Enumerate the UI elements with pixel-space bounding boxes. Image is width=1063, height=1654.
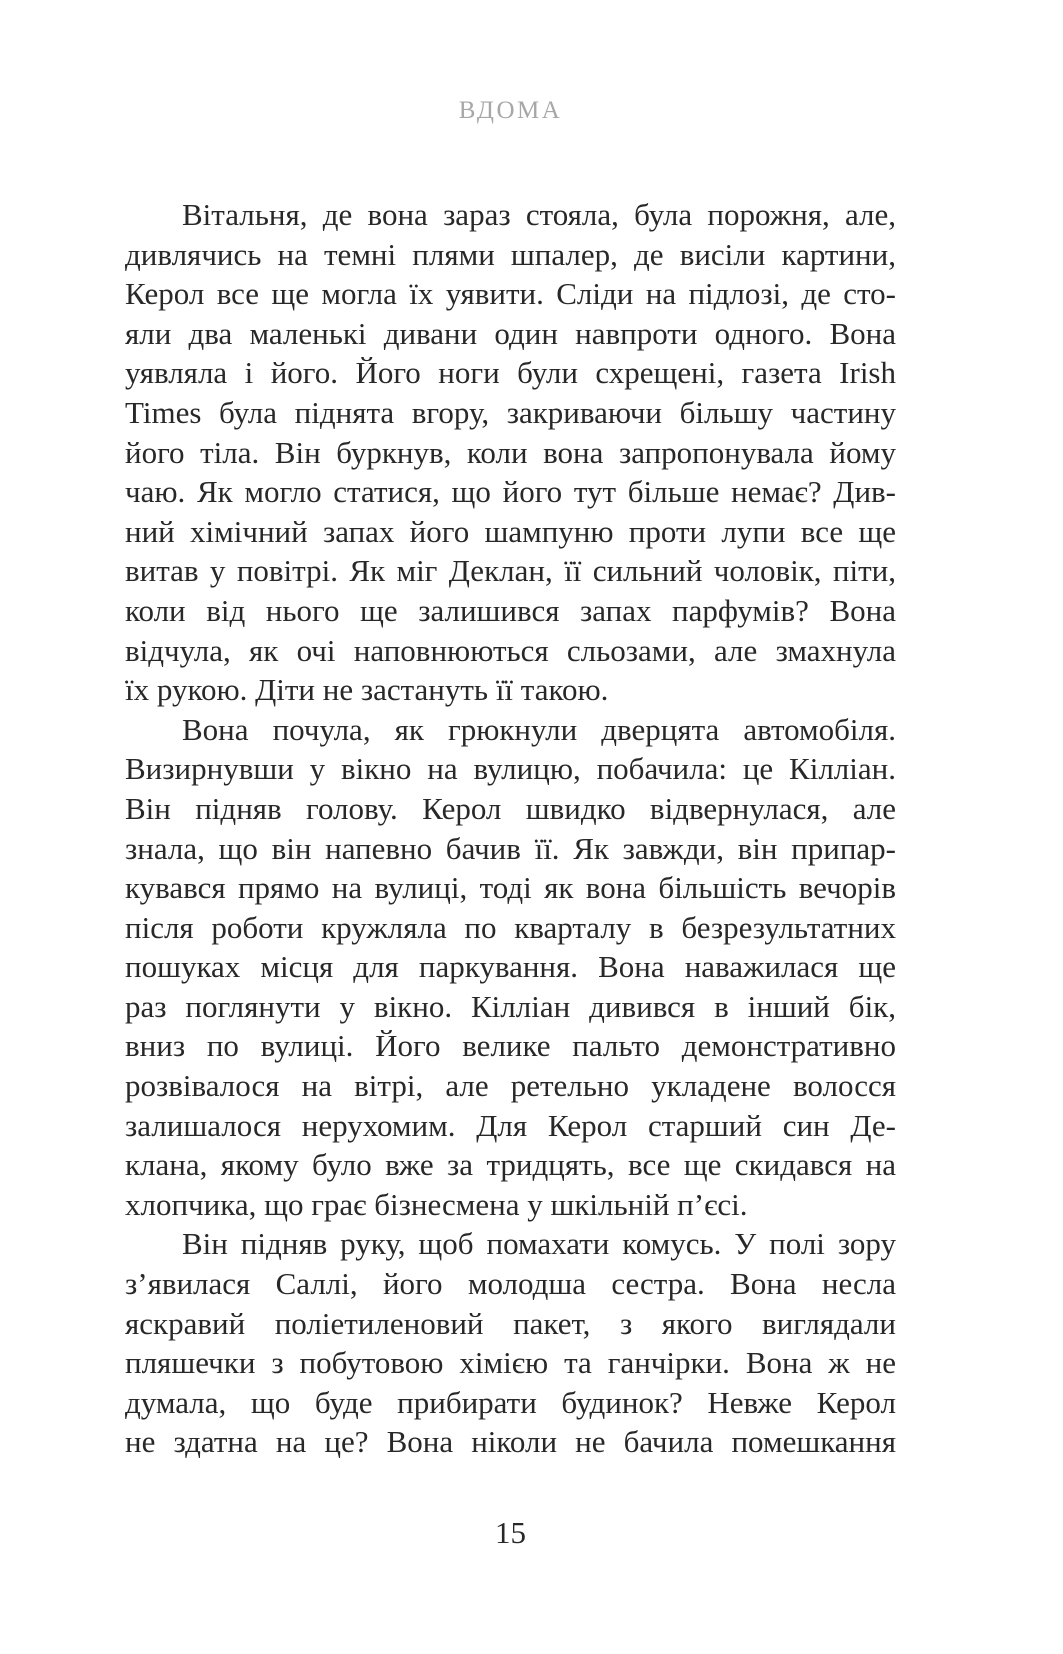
text-line: хлопчика, що грає бізнесмена у шкільній п’єсі. [125, 1186, 748, 1222]
text-line: витав у повітрі. Як міг Деклан, її сильний чоловік, піти, [125, 553, 896, 589]
text-line: ний хімічний запах його шампуню проти лупи все ще [125, 513, 896, 549]
text-line: раз поглянути у вікно. Кілліан дивився в інший бік, [125, 988, 896, 1024]
text-line: після роботи кружляла по кварталу в безрезультатних [125, 909, 896, 945]
paragraph [125, 710, 896, 1225]
text-line: відчула, як очі наповнюються сльозами, але змахнула [125, 632, 896, 668]
text-line: думала, що буде прибирати будинок? Невже Керол [125, 1384, 896, 1420]
text-line: його тіла. Він буркнув, коли вона запропонувала йому [125, 434, 896, 470]
text-line: коли від нього ще залишився запах парфумів? Вона [125, 592, 896, 628]
running-head: ВДОМА [458, 97, 563, 124]
text-line: яскравий поліетиленовий пакет, з якого виглядали [125, 1305, 896, 1341]
text-line: чаю. Як могло статися, що його тут більше немає? Див- [125, 474, 896, 510]
text-line: Визирнувши у вікно на вулицю, побачила: це Кілліан. [125, 751, 896, 787]
text-line: залишалося нерухомим. Для Керол старший син Де- [125, 1107, 896, 1143]
body-text [125, 195, 896, 1462]
text-line: кувався прямо на вулиці, тоді як вона більшість вечорів [125, 870, 896, 906]
text-line: пошуках місця для паркування. Вона наважилася ще [125, 949, 896, 985]
page-number: 15 [495, 1515, 526, 1550]
text-line: вниз по вулиці. Його велике пальто демонстративно [125, 1028, 896, 1064]
text-line: клана, якому було вже за тридцять, все ще скидався на [125, 1147, 896, 1183]
text-line: Вона почула, як грюкнули дверцята автомобіля. [182, 711, 896, 747]
text-line: яли два маленькі дивани один навпроти одного. Вона [125, 315, 896, 351]
text-line: пляшечки з побутовою хімією та ганчірки. Вона ж не [125, 1345, 896, 1381]
text-line: знала, що він напевно бачив її. Як завжди, він припар- [125, 830, 896, 866]
text-line: дивлячись на темні плями шпалер, де висіли картини, [125, 236, 896, 272]
paragraph [125, 195, 896, 710]
text-line: розвівалося на вітрі, але ретельно укладене волосся [125, 1068, 896, 1104]
text-line: з’явилася Саллі, його молодша сестра. Вона несла [125, 1266, 896, 1302]
text-line: Керол все ще могла їх уявити. Сліди на підлозі, де сто- [125, 276, 896, 312]
text-line: не здатна на це? Вона ніколи не бачила помешкання [125, 1424, 896, 1460]
paragraph [125, 1224, 896, 1462]
text-line: їх рукою. Діти не застануть її такою. [125, 672, 609, 708]
text-line: Вітальня, де вона зараз стояла, була порожня, але, [182, 197, 896, 232]
text-line: Він підняв руку, щоб помахати комусь. У полі зору [182, 1226, 896, 1262]
text-line: Times була піднята вгору, закриваючи більшу частину [125, 394, 896, 430]
text-line: Він підняв голову. Керол швидко відвернулася, але [125, 790, 896, 826]
text-line: уявляла і його. Його ноги були схрещені, газета Irish [125, 355, 896, 391]
